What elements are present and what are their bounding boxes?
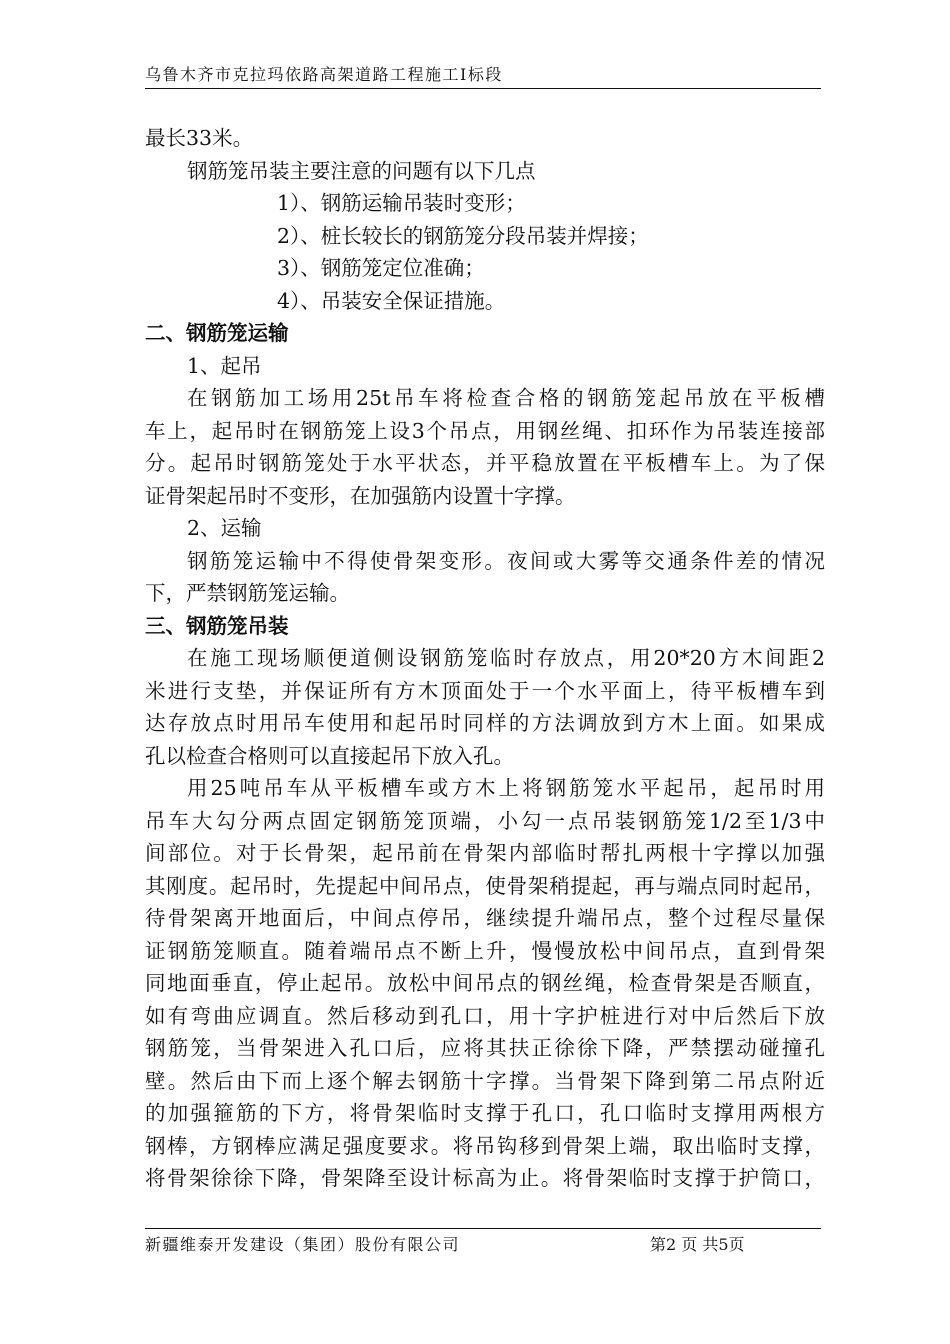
paragraph-line: 吊车大勾分两点固定钢筋笼顶端，小勾一点吊装钢筋笼1/2至1/3中 (145, 808, 825, 833)
paragraph-line: 同地面垂直，停止起吊。放松中间吊点的钢丝绳，检查骨架是否顺直， (145, 971, 825, 995)
paragraph-line: 钢筋笼运输中不得使骨架变形。夜间或大雾等交通条件差的情况 (187, 548, 825, 573)
paragraph-line: 钢筋笼吊装主要注意的问题有以下几点 (187, 158, 536, 183)
subsection-heading: 2、运输 (187, 516, 262, 540)
section-heading: 三、钢筋笼吊装 (145, 613, 289, 638)
paragraph-line: 的加强箍筋的下方，将骨架临时支撑于孔口，孔口临时支撑用两根方 (145, 1101, 825, 1125)
footer-company: 新疆维泰开发建设（集团）股份有限公司 (145, 1235, 461, 1254)
paragraph-line: 证骨架起吊时不变形，在加强筋内设置十字撑。 (145, 483, 576, 508)
list-item: 1）、钢筋运输吊装时变形； (277, 191, 526, 215)
list-item: 4）、吊装安全保证措施。 (277, 288, 506, 313)
paragraph-line: 钢棒，方钢棒应满足强度要求。将吊钩移到骨架上端，取出临时支撑， (145, 1133, 825, 1158)
paragraph-line: 钢筋笼，当骨架进入孔口后，应将其扶正徐徐下降，严禁摆动碰撞孔 (145, 1036, 825, 1060)
document-body (145, 122, 825, 1195)
page-header-title: 乌鲁木齐市克拉玛依路高架道路工程施工Ⅰ标段 (145, 65, 503, 84)
paragraph-line: 如有弯曲应调直。然后移动到孔口，用十字护桩进行对中后然后下放 (145, 1003, 825, 1028)
paragraph-line: 待骨架离开地面后，中间点停吊，继续提升端吊点，整个过程尽量保 (145, 906, 825, 930)
paragraph-line: 下，严禁钢筋笼运输。 (145, 581, 350, 605)
list-item: 2）、桩长较长的钢筋笼分段吊装并焊接； (277, 223, 649, 248)
paragraph-line: 将骨架徐徐下降，骨架降至设计标高为止。将骨架临时支撑于护筒口， (145, 1166, 825, 1190)
paragraph-line: 用25吨吊车从平板槽车或方木上将钢筋笼水平起吊，起吊时用 (187, 776, 825, 800)
paragraph-line: 达存放点时用吊车使用和起吊时同样的方法调放到方木上面。如果成 (145, 711, 825, 735)
paragraph-line: 证钢筋笼顺直。随着端吊点不断上升，慢慢放松中间吊点，直到骨架 (145, 938, 825, 963)
paragraph-line: 分。起吊时钢筋笼处于水平状态，并平稳放置在平板槽车上。为了保 (145, 451, 825, 475)
section-heading: 二、钢筋笼运输 (145, 321, 289, 345)
paragraph-line: 孔以检查合格则可以直接起吊下放入孔。 (145, 743, 514, 768)
paragraph-line: 壁。然后由下而上逐个解去钢筋十字撑。当骨架下降到第二吊点附近 (145, 1068, 825, 1093)
subsection-heading: 1、起吊 (187, 353, 262, 378)
paragraph-line: 米进行支垫，并保证所有方木顶面处于一个水平面上，待平板槽车到 (145, 678, 825, 703)
header-rule (145, 88, 821, 89)
paragraph-line: 在钢筋加工场用25t吊车将检查合格的钢筋笼起吊放在平板槽 (187, 386, 825, 410)
list-item: 3）、钢筋笼定位准确； (277, 256, 485, 280)
paragraph-line: 在施工现场顺便道侧设钢筋笼临时存放点，用20*20方木间距2 (187, 646, 825, 670)
paragraph-line: 车上，起吊时在钢筋笼上设3个吊点，用钢丝绳、扣环作为吊装连接部 (145, 418, 825, 443)
footer-page-number: 第2 页 共5页 (650, 1235, 745, 1254)
paragraph-line: 间部位。对于长骨架，起吊前在骨架内部临时帮扎两根十字撑以加强 (145, 841, 825, 865)
paragraph-line: 最长33米。 (145, 126, 254, 150)
paragraph-line: 其刚度。起吊时，先提起中间吊点，使骨架稍提起，再与端点同时起吊， (145, 873, 825, 898)
footer-rule (145, 1228, 821, 1229)
